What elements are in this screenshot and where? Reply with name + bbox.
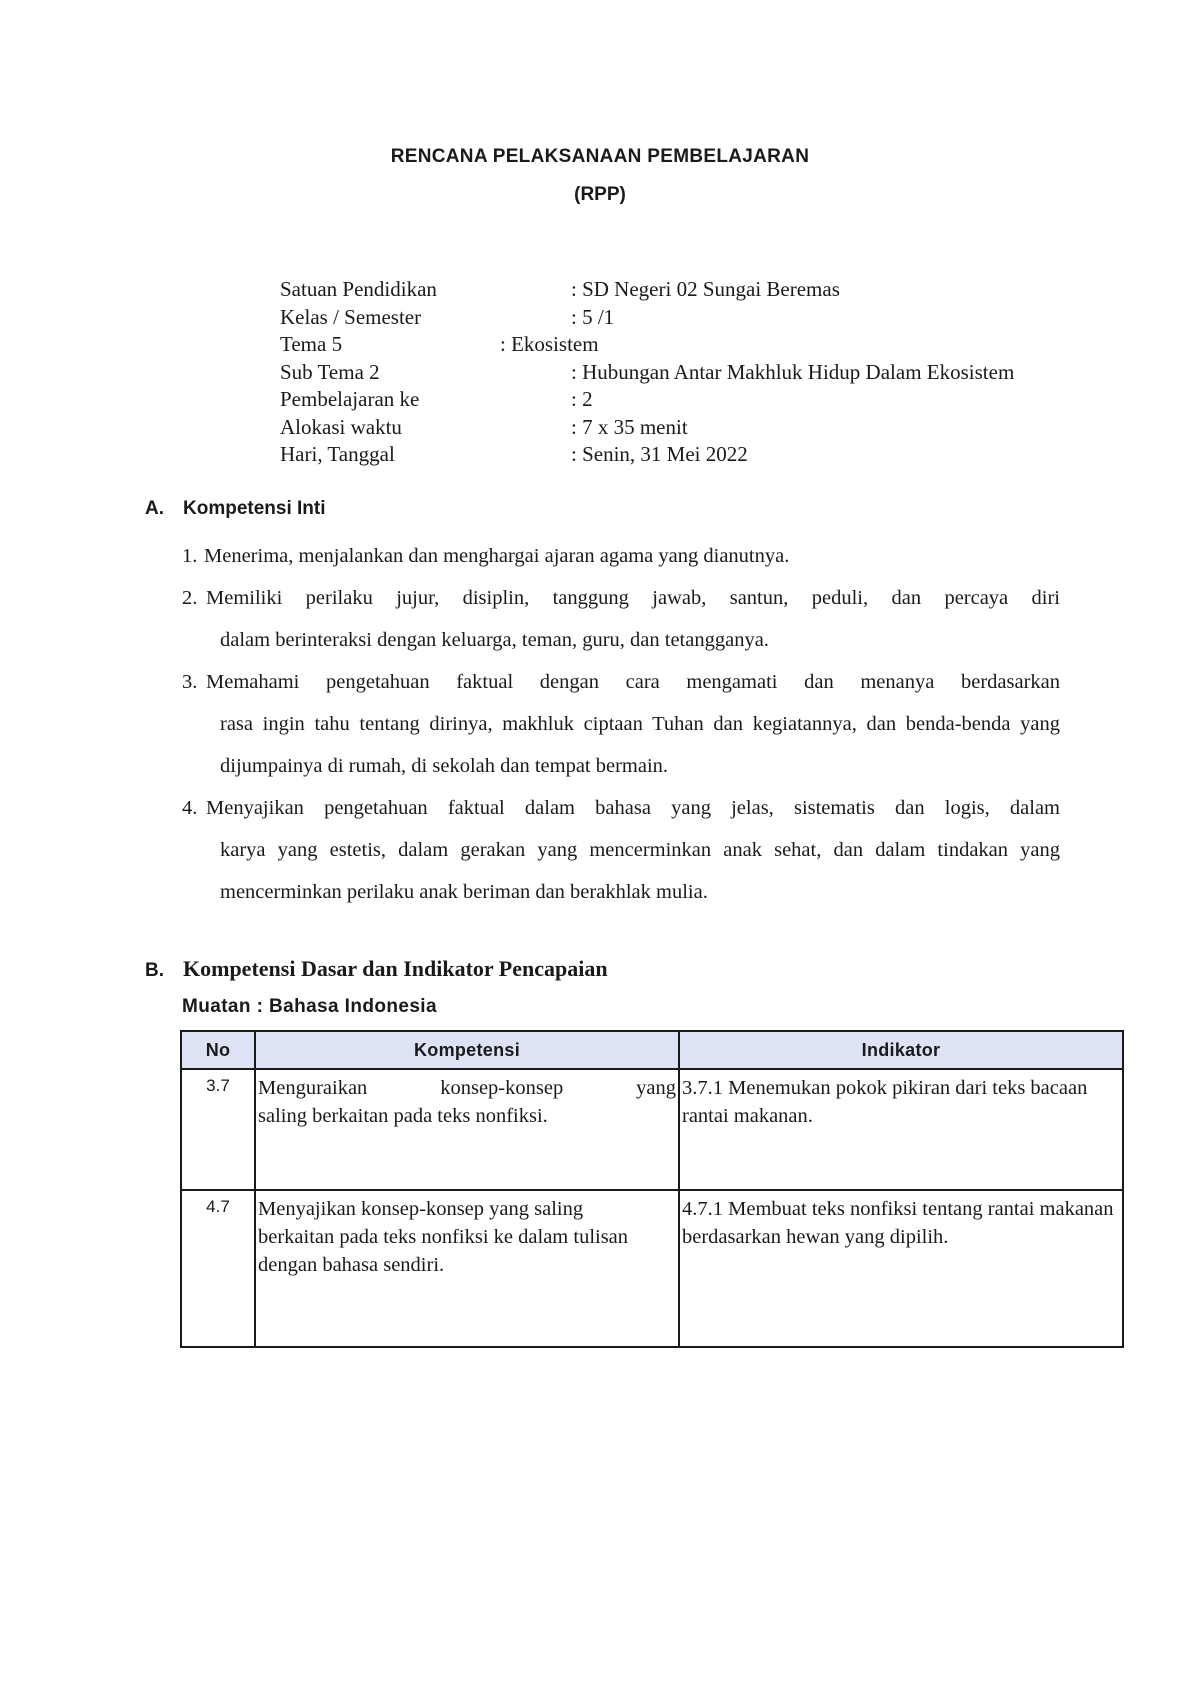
item-text-continued: rasa ingin tahu tentang dirinya, makhluk ciptaan Tuhan dan kegiatannya, dan benda-benda yang dijumpainya di rumah, di sekolah dan tempat bermain. xyxy=(220,713,1060,777)
info-value: : 2 xyxy=(571,387,593,411)
section-letter: B. xyxy=(145,960,164,981)
cell-text-continued: saling berkaitan pada teks nonfiksi. xyxy=(258,1105,548,1127)
muatan-label: Muatan : Bahasa Indonesia xyxy=(182,996,437,1017)
info-label: Kelas / Semester xyxy=(280,304,422,329)
info-value: : Senin, 31 Mei 2022 xyxy=(571,442,748,466)
table-row xyxy=(181,1069,1123,1190)
item-number: 4. xyxy=(182,797,198,819)
document-subtitle: (RPP) xyxy=(574,184,626,205)
section-b-heading xyxy=(145,956,608,982)
cell-indikator: 4.7.1 Membuat teks nonfiksi tentang rantai makanan berdasarkan hewan yang dipilih. xyxy=(679,1190,1123,1347)
list-item xyxy=(182,661,1060,787)
cell-text: Menyajikan konsep-konsep yang saling xyxy=(258,1198,584,1220)
section-letter: A. xyxy=(145,498,164,519)
item-text: Menerima, menjalankan dan menghargai ajaran agama yang dianutnya. xyxy=(204,545,790,567)
column-header-indikator: Indikator xyxy=(679,1031,1123,1069)
table-header-row xyxy=(181,1031,1123,1069)
info-label: Satuan Pendidikan xyxy=(280,277,437,301)
section-a-heading xyxy=(145,498,326,520)
item-number: 1. xyxy=(182,545,198,567)
cell-no: 3.7 xyxy=(181,1069,255,1190)
section-title: Kompetensi Inti xyxy=(183,498,326,519)
cell-no: 4.7 xyxy=(181,1190,255,1347)
info-value: : 5 /1 xyxy=(571,304,615,329)
info-value: : 7 x 35 menit xyxy=(571,414,688,439)
list-item xyxy=(182,787,1060,913)
kompetensi-inti-list xyxy=(182,535,1060,913)
cell-text-continued: berkaitan pada teks nonfiksi ke dalam tulisan dengan bahasa sendiri. xyxy=(258,1226,629,1276)
list-item xyxy=(182,577,1060,661)
cell-kompetensi xyxy=(255,1069,679,1190)
item-text: Menyajikan pengetahuan faktual dalam bahasa yang jelas, sistematis dan logis, dalam xyxy=(206,797,1060,819)
info-value: : SD Negeri 02 Sungai Beremas xyxy=(571,277,840,301)
item-text: Memahami pengetahuan faktual dengan cara mengamati dan menanya berdasarkan xyxy=(206,671,1060,693)
item-number: 3. xyxy=(182,671,198,693)
item-number: 2. xyxy=(182,587,198,609)
column-header-kompetensi: Kompetensi xyxy=(255,1031,679,1069)
info-label: Pembelajaran ke xyxy=(280,387,420,411)
info-label: Tema 5 xyxy=(280,332,343,356)
column-header-no: No xyxy=(181,1031,255,1069)
info-label: Hari, Tanggal xyxy=(280,442,395,466)
cell-kompetensi xyxy=(255,1190,679,1347)
info-label: Sub Tema 2 xyxy=(280,359,380,384)
item-text-continued: dalam berinteraksi dengan keluarga, teman, guru, dan tetangganya. xyxy=(220,629,769,651)
item-text-continued: karya yang estetis, dalam gerakan yang mencerminkan anak sehat, dan dalam tindakan yang mencerminkan perilaku anak beriman dan berakhlak mulia. xyxy=(220,839,1060,903)
table-row xyxy=(181,1190,1123,1347)
document-title: RENCANA PELAKSANAAN PEMBELAJARAN xyxy=(390,146,810,167)
cell-text: Menguraikan konsep-konsep yang xyxy=(258,1077,676,1099)
list-item xyxy=(182,535,1060,577)
cell-indikator: 3.7.1 Menemukan pokok pikiran dari teks bacaan rantai makanan. xyxy=(679,1069,1123,1190)
section-title: Kompetensi Dasar dan Indikator Pencapaian xyxy=(183,956,608,981)
item-text: Memiliki perilaku jujur, disiplin, tanggung jawab, santun, peduli, dan percaya diri xyxy=(206,587,1060,609)
info-label: Alokasi waktu xyxy=(280,414,402,439)
kompetensi-dasar-table xyxy=(180,1030,1124,1348)
info-value: : Hubungan Antar Makhluk Hidup Dalam Ekosistem xyxy=(571,359,1015,384)
info-value: : Ekosistem xyxy=(500,332,599,356)
